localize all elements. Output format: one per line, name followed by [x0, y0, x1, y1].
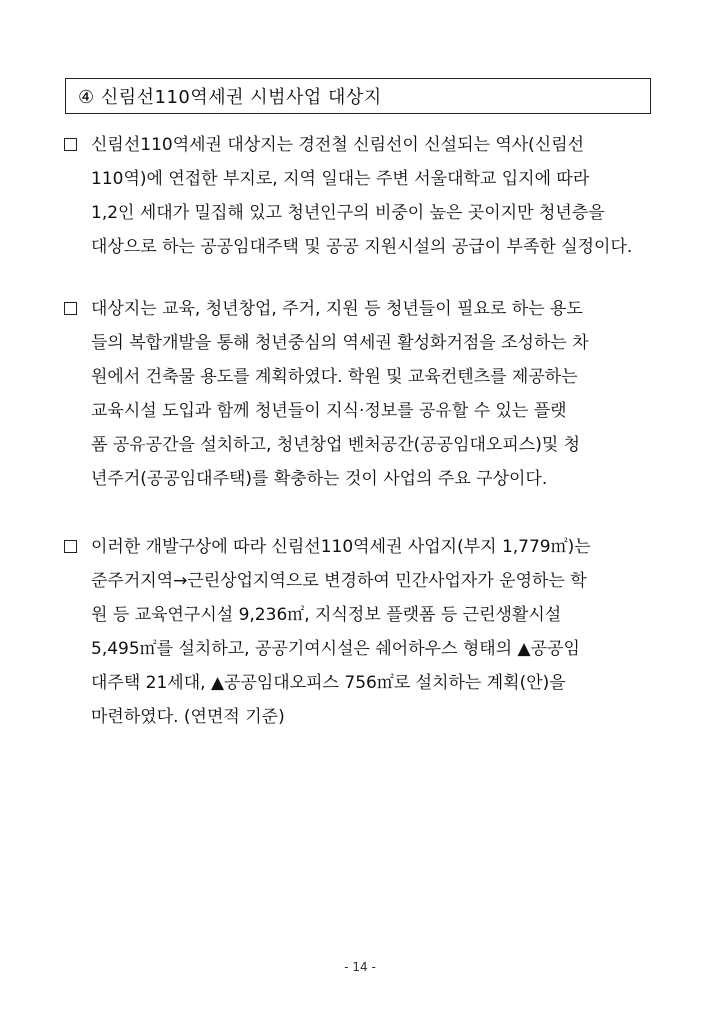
line-text: 원 등 교육연구시설 9,236㎡, 지식정보 플랫폼 등 근린생활시설 — [91, 605, 562, 625]
paragraph-line — [64, 598, 664, 632]
line-text: 5,495㎡를 설치하고, 공공기여시설은 쉐어하우스 형태의 ▲공공임 — [91, 639, 580, 659]
line-text: 이러한 개발구상에 따라 신림선110역세권 사업지(부지 1,779㎡)는 — [91, 537, 591, 557]
paragraph-2 — [64, 292, 664, 496]
paragraph-line — [64, 360, 664, 394]
line-text: 대상지는 교육, 청년창업, 주거, 지원 등 청년들이 필요로 하는 용도 — [91, 299, 583, 319]
line-text: 년주거(공공임대주택)를 확충하는 것이 사업의 주요 구상이다. — [91, 469, 548, 489]
section-title: ④ 신림선110역세권 시범사업 대상지 — [78, 87, 382, 108]
page-number: - 14 - — [344, 960, 376, 974]
paragraph-line — [64, 428, 664, 462]
section-title-box — [65, 78, 651, 114]
paragraph-line — [64, 462, 664, 496]
checkbox-bullet-icon — [64, 138, 77, 151]
paragraph-line — [64, 394, 664, 428]
paragraph-line — [64, 530, 664, 564]
line-text: 1,2인 세대가 밀집해 있고 청년인구의 비중이 높은 곳이지만 청년층을 — [91, 203, 605, 223]
paragraph-line — [64, 632, 664, 666]
paragraph-line — [64, 666, 664, 700]
paragraph-line — [64, 162, 664, 196]
line-text: 폼 공유공간을 설치하고, 청년창업 벤처공간(공공임대오피스)및 청 — [91, 435, 581, 455]
paragraph-line — [64, 564, 664, 598]
paragraph-line — [64, 196, 664, 230]
paragraph-line — [64, 230, 664, 264]
paragraph-line — [64, 292, 664, 326]
checkbox-bullet-icon — [64, 302, 77, 315]
paragraph-line — [64, 700, 664, 734]
line-text: 대상으로 하는 공공임대주택 및 공공 지원시설의 공급이 부족한 실정이다. — [91, 237, 633, 257]
line-text: 준주거지역→근린상업지역으로 변경하여 민간사업자가 운영하는 학 — [91, 571, 587, 591]
line-text: 110역)에 연접한 부지로, 지역 일대는 주변 서울대학교 입지에 따라 — [91, 169, 590, 189]
checkbox-bullet-icon — [64, 540, 77, 553]
line-text: 신림선110역세권 대상지는 경전철 신림선이 신설되는 역사(신림선 — [91, 135, 585, 155]
paragraph-line — [64, 326, 664, 360]
line-text: 들의 복합개발을 통해 청년중심의 역세권 활성화거점을 조성하는 차 — [91, 333, 589, 353]
line-text: 원에서 건축물 용도를 계획하였다. 학원 및 교육컨텐츠를 제공하는 — [91, 367, 578, 387]
paragraph-1 — [64, 128, 664, 264]
line-text: 대주택 21세대, ▲공공임대오피스 756㎡로 설치하는 계획(안)을 — [91, 673, 566, 693]
paragraph-3 — [64, 530, 664, 734]
paragraph-line — [64, 128, 664, 162]
line-text: 마련하였다. (연면적 기준) — [91, 707, 285, 727]
line-text: 교육시설 도입과 함께 청년들이 지식·정보를 공유할 수 있는 플랫 — [91, 401, 567, 421]
